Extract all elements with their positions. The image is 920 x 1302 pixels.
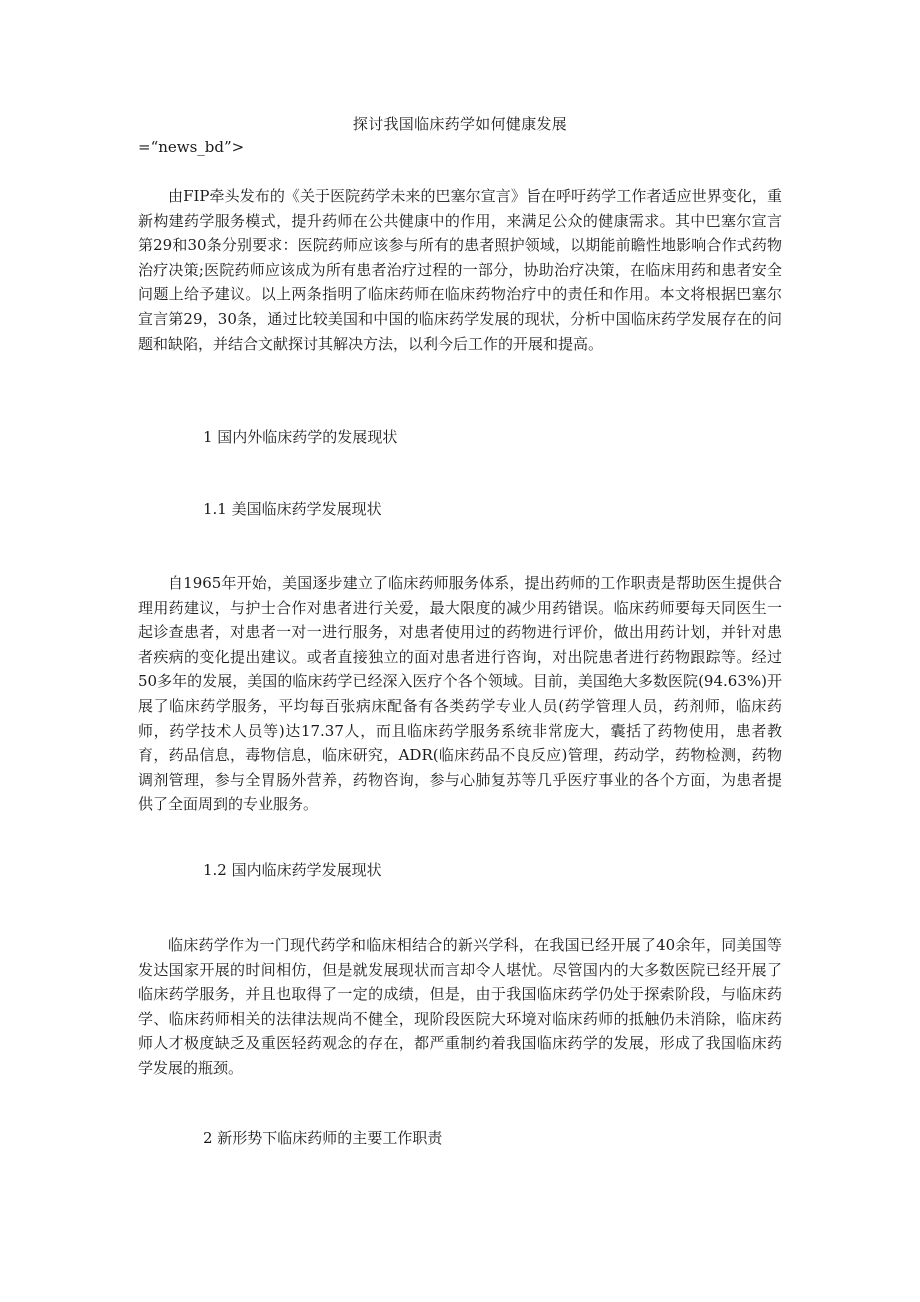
section-heading-1-1: 1.1 美国临床药学发展现状: [203, 500, 382, 518]
section-heading-1: 1 国内外临床药学的发展现状: [203, 428, 398, 446]
paragraph-us-status: 自1965年开始，美国逐步建立了临床药师服务体系，提出药师的工作职责是帮助医生提供合理用药建议，与护士合作对患者进行关爱，最大限度的减少用药错误。临床药师要每天同医生一起诊查患者，对患者一对一进行服务，对患者使用过的药物进行评价，做出用药计划，并针对患者疾病的变化提出建议。或者直接独立的面对患者进行咨询，对出院患者进行药物跟踪等。经过50多年的发展，美国的临床药学已经深入医疗个各个领域。目前，美国绝大多数医院(94.63%)开展了临床药学服务，平均每百张病床配备有各类药学专业人员(药学管理人员，药剂师，临床药师，药学技术人员等)达17.37人，而且临床药学服务系统非常庞大，囊括了药物使用，患者教育，药品信息，毒物信息，临床研究，ADR(临床药品不良反应)管理，药动学，药物检测，药物调剂管理，参与全胃肠外营养，药物咨询，参与心肺复苏等几乎医疗事业的各个方面，为患者提供了全面周到的专业服务。: [138, 574, 782, 814]
document-title: 探讨我国临床药学如何健康发展: [352, 115, 568, 133]
section-heading-2: 2 新形势下临床药师的主要工作职责: [203, 1129, 443, 1147]
code-fragment: =“news_bd”>: [138, 138, 245, 156]
paragraph-intro: 由FIP牵头发布的《关于医院药学未来的巴塞尔宣言》旨在呼吁药学工作者适应世界变化，重新构建药学服务模式，提升药师在公共健康中的作用，来满足公众的健康需求。其中巴塞尔宣言第29和30条分别要求：医院药师应该参与所有的患者照护领域，以期能前瞻性地影响合作式药物治疗决策;医院药师应该成为所有患者治疗过程的一部分，协助治疗决策，在临床用药和患者安全问题上给予建议。以上两条指明了临床药师在临床药物治疗中的责任和作用。本文将根据巴塞尔宣言第29，30条，通过比较美国和中国的临床药学发展的现状，分析中国临床药学发展存在的问题和缺陷，并结合文献探讨其解决方法，以利今后工作的开展和提高。: [138, 187, 782, 353]
section-heading-1-2: 1.2 国内临床药学发展现状: [203, 861, 382, 879]
paragraph-cn-status: 临床药学作为一门现代药学和临床相结合的新兴学科，在我国已经开展了40余年，同美国等发达国家开展的时间相仿，但是就发展现状而言却令人堪忧。尽管国内的大多数医院已经开展了临床药学服务，并且也取得了一定的成绩，但是，由于我国临床药学仍处于探索阶段，与临床药学、临床药师相关的法律法规尚不健全，现阶段医院大环境对临床药师的抵触仍未消除，临床药师人才极度缺乏及重医轻药观念的存在，都严重制约着我国临床药学的发展，形成了我国临床药学发展的瓶颈。: [138, 936, 782, 1077]
